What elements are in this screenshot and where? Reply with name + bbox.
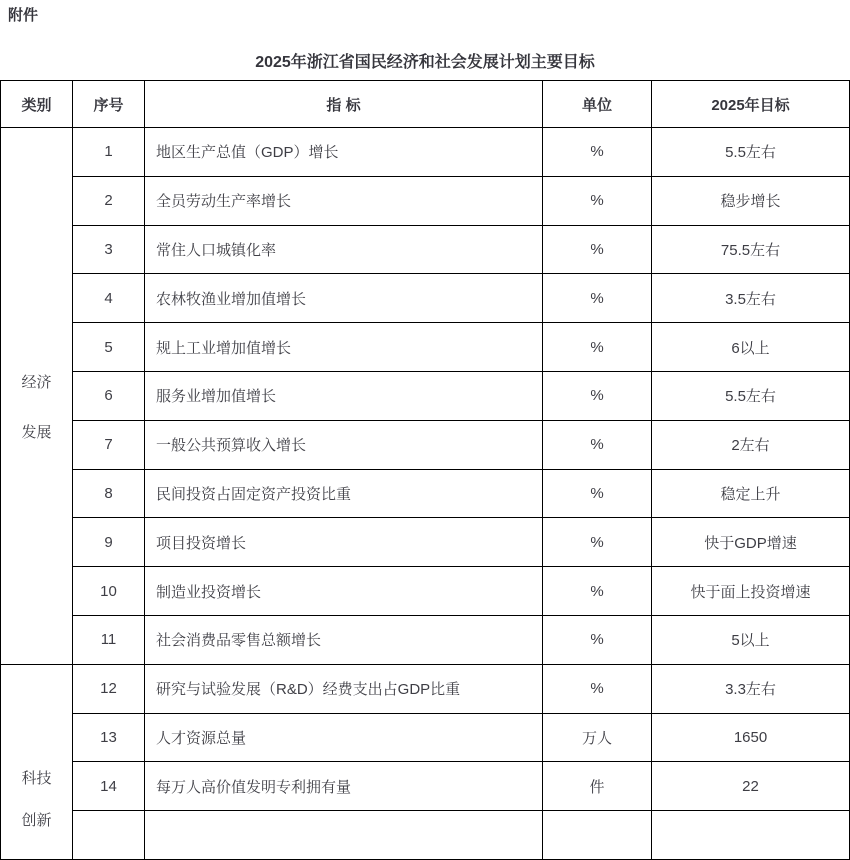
cell-indicator: 全员劳动生产率增长 xyxy=(145,176,543,225)
cell-no: 10 xyxy=(73,567,145,616)
cell-target: 快于GDP增速 xyxy=(652,518,850,567)
table-row xyxy=(1,518,850,567)
cell-target: 3.3左右 xyxy=(652,664,850,713)
table-row xyxy=(1,811,850,860)
cell-no: 5 xyxy=(73,323,145,372)
cell-unit: % xyxy=(543,615,652,664)
table-row xyxy=(1,128,850,177)
cell-unit: 万人 xyxy=(543,713,652,762)
cell-indicator: 民间投资占固定资产投资比重 xyxy=(145,469,543,518)
cell-target: 22 xyxy=(652,762,850,811)
cell-no: 12 xyxy=(73,664,145,713)
cell-indicator xyxy=(145,811,543,860)
cell-target: 1650 xyxy=(652,713,850,762)
cell-unit: % xyxy=(543,518,652,567)
table-row xyxy=(1,420,850,469)
category-label-line: 发展 xyxy=(21,424,52,441)
table-row xyxy=(1,274,850,323)
cell-indicator: 地区生产总值（GDP）增长 xyxy=(145,128,543,177)
table-row xyxy=(1,713,850,762)
category-label-line: 创新 xyxy=(21,811,52,829)
cell-unit: % xyxy=(543,176,652,225)
cell-unit xyxy=(543,811,652,860)
cell-no: 4 xyxy=(73,274,145,323)
cell-no: 9 xyxy=(73,518,145,567)
cell-no: 11 xyxy=(73,615,145,664)
cell-no: 2 xyxy=(73,176,145,225)
col-header-target: 2025年目标 xyxy=(652,81,850,128)
table-row xyxy=(1,225,850,274)
cell-indicator: 规上工业增加值增长 xyxy=(145,323,543,372)
col-header-unit: 单位 xyxy=(543,81,652,128)
col-header-category: 类别 xyxy=(1,81,73,128)
cell-unit: % xyxy=(543,323,652,372)
table-row xyxy=(1,469,850,518)
table-row xyxy=(1,567,850,616)
cell-no: 13 xyxy=(73,713,145,762)
header-row xyxy=(1,81,850,128)
attachment-label: 附件 xyxy=(8,7,39,24)
cell-target: 5.5左右 xyxy=(652,371,850,420)
cell-no: 8 xyxy=(73,469,145,518)
cell-indicator: 一般公共预算收入增长 xyxy=(145,420,543,469)
category-label-line: 科技 xyxy=(21,769,52,787)
cell-unit: % xyxy=(543,420,652,469)
cell-unit: % xyxy=(543,128,652,177)
col-header-indicator: 指 标 xyxy=(145,81,543,128)
category-cell xyxy=(1,128,73,665)
cell-target xyxy=(652,811,850,860)
cell-target: 2左右 xyxy=(652,420,850,469)
cell-unit: % xyxy=(543,469,652,518)
cell-unit: % xyxy=(543,567,652,616)
cell-indicator: 社会消费品零售总额增长 xyxy=(145,615,543,664)
cell-target: 稳定上升 xyxy=(652,469,850,518)
cell-no: 1 xyxy=(73,128,145,177)
cell-target: 快于面上投资增速 xyxy=(652,567,850,616)
targets-table xyxy=(0,80,850,860)
cell-indicator: 常住人口城镇化率 xyxy=(145,225,543,274)
cell-no: 7 xyxy=(73,420,145,469)
cell-unit: 件 xyxy=(543,762,652,811)
table-row xyxy=(1,323,850,372)
cell-unit: % xyxy=(543,225,652,274)
col-header-number: 序号 xyxy=(73,81,145,128)
table-row xyxy=(1,176,850,225)
cell-target: 稳步增长 xyxy=(652,176,850,225)
cell-indicator: 项目投资增长 xyxy=(145,518,543,567)
page-title: 2025年浙江省国民经济和社会发展计划主要目标 xyxy=(255,54,595,71)
cell-unit: % xyxy=(543,371,652,420)
cell-indicator: 服务业增加值增长 xyxy=(145,371,543,420)
cell-indicator: 制造业投资增长 xyxy=(145,567,543,616)
table-row xyxy=(1,615,850,664)
cell-no: 6 xyxy=(73,371,145,420)
cell-unit: % xyxy=(543,664,652,713)
cell-target: 6以上 xyxy=(652,323,850,372)
category-label-line: 经济 xyxy=(21,374,52,391)
cell-target: 5.5左右 xyxy=(652,128,850,177)
table-row xyxy=(1,371,850,420)
cell-target: 3.5左右 xyxy=(652,274,850,323)
category-cell xyxy=(1,664,73,859)
cell-target: 75.5左右 xyxy=(652,225,850,274)
cell-no xyxy=(73,811,145,860)
cell-indicator: 农林牧渔业增加值增长 xyxy=(145,274,543,323)
cell-no: 14 xyxy=(73,762,145,811)
cell-no: 3 xyxy=(73,225,145,274)
cell-indicator: 人才资源总量 xyxy=(145,713,543,762)
cell-target: 5以上 xyxy=(652,615,850,664)
table-row xyxy=(1,762,850,811)
table-row xyxy=(1,664,850,713)
cell-indicator: 研究与试验发展（R&D）经费支出占GDP比重 xyxy=(145,664,543,713)
cell-indicator: 每万人高价值发明专利拥有量 xyxy=(145,762,543,811)
cell-unit: % xyxy=(543,274,652,323)
